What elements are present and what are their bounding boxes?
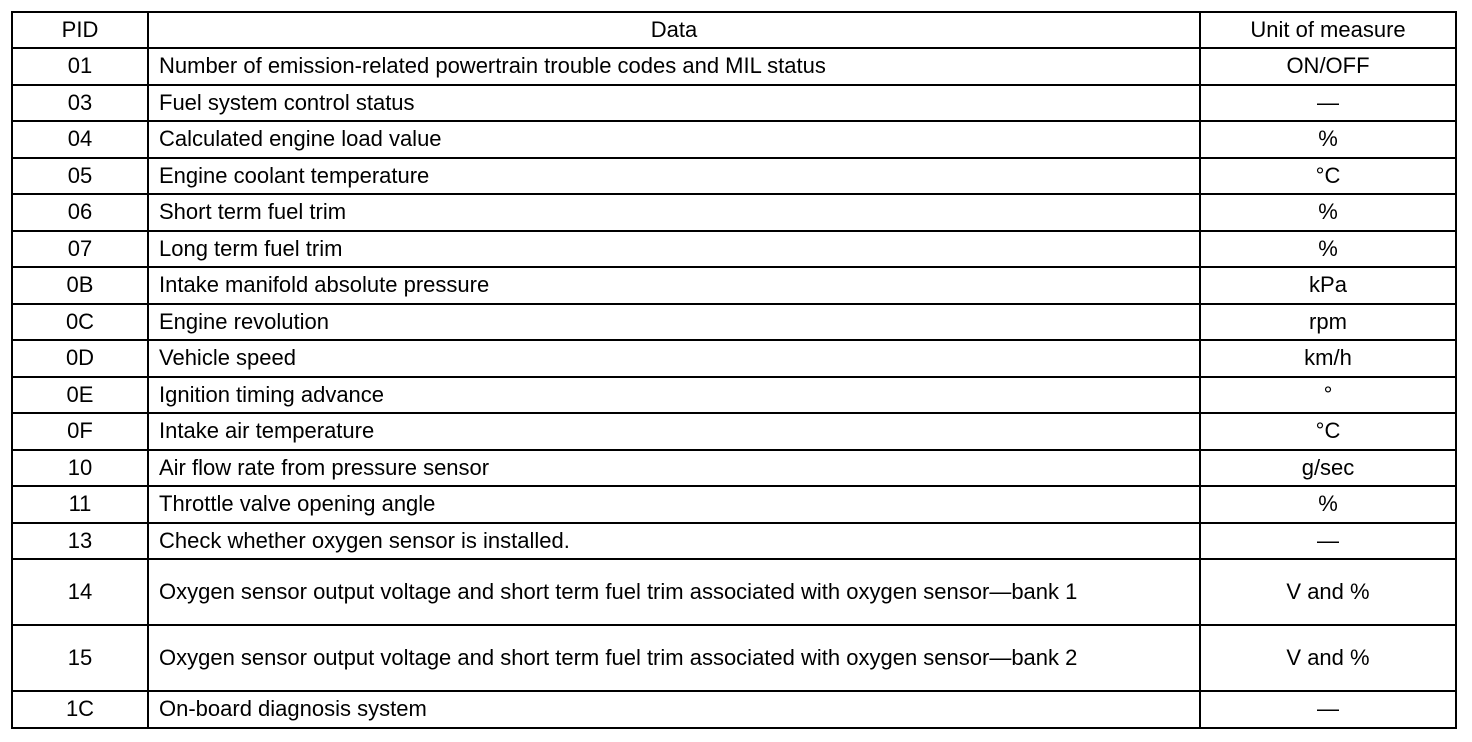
unit-cell: km/h [1200,340,1456,377]
data-cell: Number of emission-related powertrain trouble codes and MIL status [148,48,1200,85]
data-cell: Ignition timing advance [148,377,1200,414]
unit-cell: °C [1200,158,1456,195]
data-cell: Calculated engine load value [148,121,1200,158]
pid-cell: 06 [12,194,148,231]
data-cell: Oxygen sensor output voltage and short term fuel trim associated with oxygen sensor—bank 1 [148,559,1200,625]
unit-cell: ° [1200,377,1456,414]
data-cell: Vehicle speed [148,340,1200,377]
table-row [12,450,1456,487]
table-row [12,194,1456,231]
table-row [12,486,1456,523]
pid-cell: 0D [12,340,148,377]
table-row [12,559,1456,625]
pid-cell: 1C [12,691,148,728]
pid-cell: 0C [12,304,148,341]
header-unit: Unit of measure [1200,12,1456,48]
table-row [12,267,1456,304]
unit-cell: % [1200,121,1456,158]
pid-cell: 15 [12,625,148,691]
pid-cell: 0B [12,267,148,304]
data-cell: Intake air temperature [148,413,1200,450]
data-cell: Oxygen sensor output voltage and short term fuel trim associated with oxygen sensor—bank 2 [148,625,1200,691]
unit-cell: — [1200,691,1456,728]
unit-cell: ON/OFF [1200,48,1456,85]
data-cell: Long term fuel trim [148,231,1200,268]
unit-cell: % [1200,231,1456,268]
data-cell: Fuel system control status [148,85,1200,122]
table-row [12,413,1456,450]
table-row [12,158,1456,195]
data-cell: Air flow rate from pressure sensor [148,450,1200,487]
table-header-row [12,12,1456,48]
table-row [12,523,1456,560]
table-row [12,625,1456,691]
data-cell: On-board diagnosis system [148,691,1200,728]
pid-cell: 04 [12,121,148,158]
unit-cell: % [1200,486,1456,523]
table-row [12,231,1456,268]
pid-data-table [11,11,1457,729]
pid-cell: 14 [12,559,148,625]
pid-cell: 13 [12,523,148,560]
unit-cell: — [1200,523,1456,560]
data-cell: Intake manifold absolute pressure [148,267,1200,304]
table-row [12,121,1456,158]
unit-cell: V and % [1200,625,1456,691]
pid-cell: 03 [12,85,148,122]
table-row [12,691,1456,728]
unit-cell: rpm [1200,304,1456,341]
data-cell: Throttle valve opening angle [148,486,1200,523]
table-row [12,85,1456,122]
unit-cell: °C [1200,413,1456,450]
pid-cell: 05 [12,158,148,195]
pid-cell: 07 [12,231,148,268]
data-cell: Engine revolution [148,304,1200,341]
table-row [12,377,1456,414]
data-cell: Short term fuel trim [148,194,1200,231]
pid-cell: 11 [12,486,148,523]
table-row [12,48,1456,85]
data-cell: Engine coolant temperature [148,158,1200,195]
unit-cell: g/sec [1200,450,1456,487]
pid-cell: 10 [12,450,148,487]
unit-cell: V and % [1200,559,1456,625]
table-row [12,304,1456,341]
unit-cell: kPa [1200,267,1456,304]
pid-cell: 0F [12,413,148,450]
unit-cell: — [1200,85,1456,122]
data-cell: Check whether oxygen sensor is installed. [148,523,1200,560]
unit-cell: % [1200,194,1456,231]
pid-cell: 01 [12,48,148,85]
pid-cell: 0E [12,377,148,414]
table-row [12,340,1456,377]
header-pid: PID [12,12,148,48]
header-data: Data [148,12,1200,48]
